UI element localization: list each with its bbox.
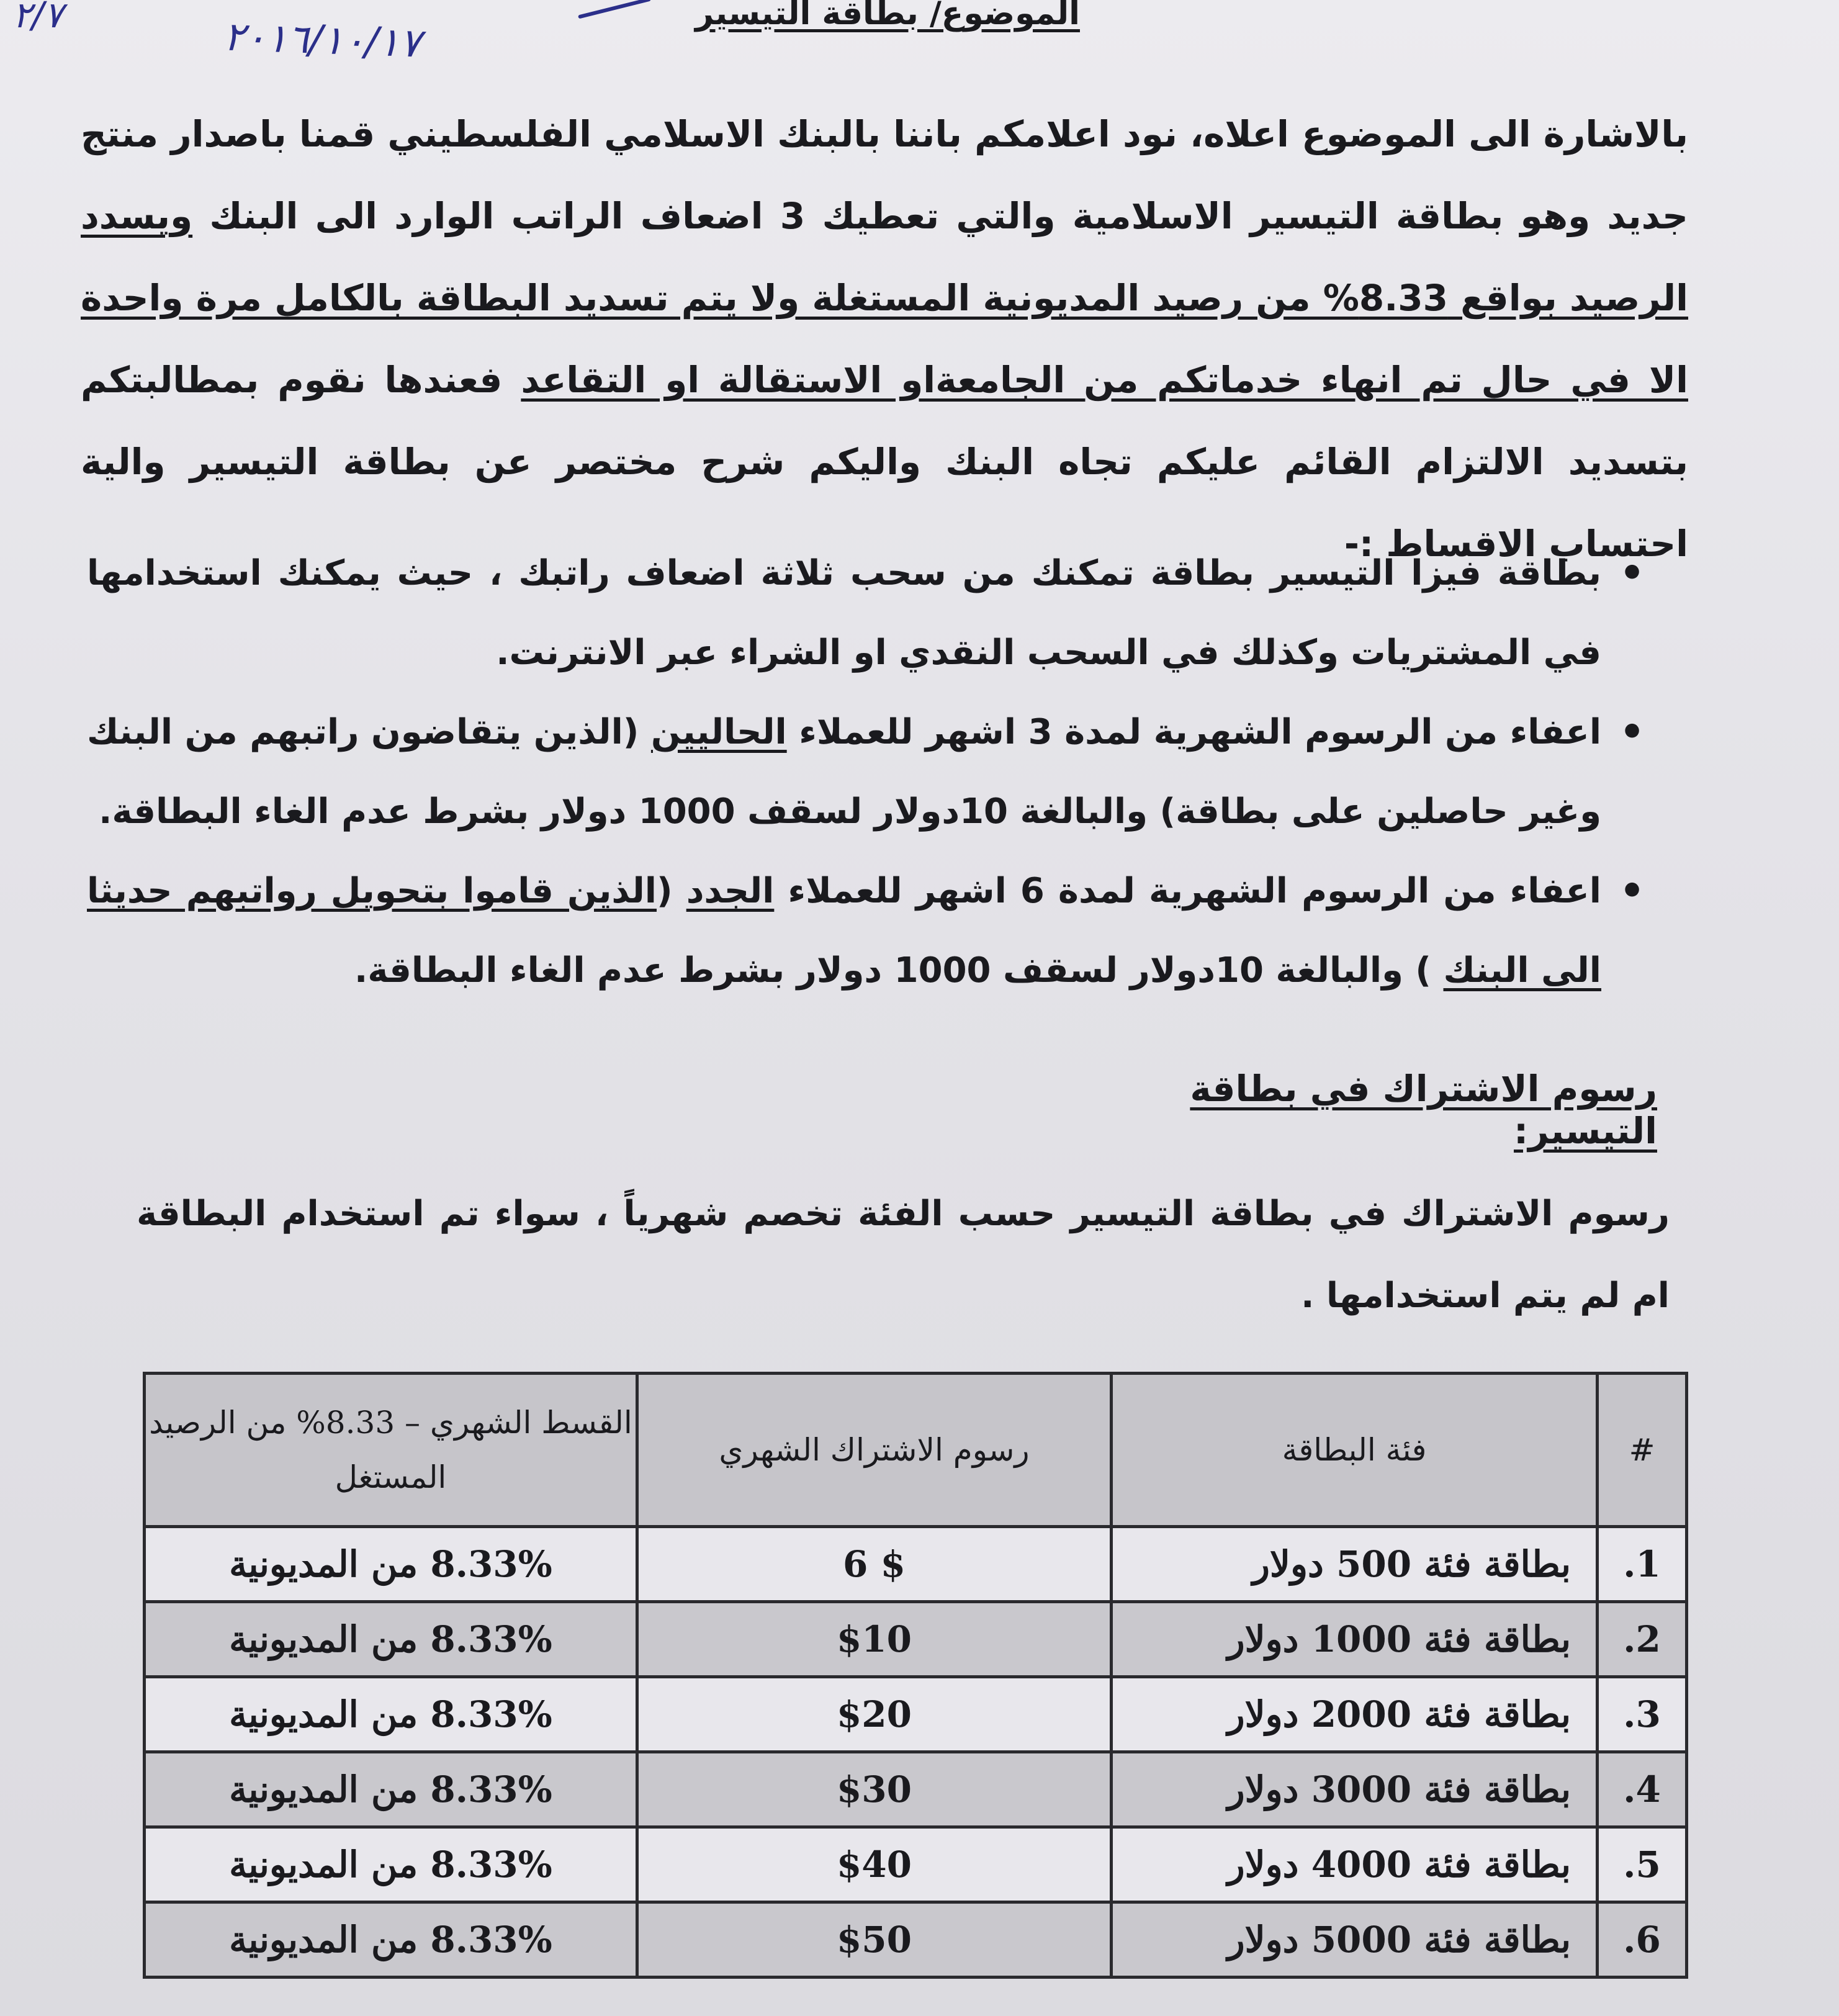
table-row (145, 1527, 1687, 1602)
row-fee: $20 (637, 1677, 1111, 1752)
table-row (145, 1902, 1687, 1978)
row-num: 5. (1598, 1827, 1687, 1902)
bullet-text-1: بطاقة فيزا التيسير بطاقة تمكنك من سحب ثلاثة اضعاف راتبك ، حيث يمكنك استخدامها في المشتريات وكذلك في السحب النقدي او الشراء عبر الانترنت. (87, 553, 1601, 673)
row-category: بطاقة فئة 1000 دولار (1112, 1602, 1598, 1677)
header-installment: القسط الشهري – 8.33% من الرصيد المستغل (145, 1374, 637, 1527)
row-category: بطاقة فئة 4000 دولار (1112, 1827, 1598, 1902)
row-installment: 8.33% من المديونية (145, 1902, 637, 1978)
row-category: بطاقة فئة 5000 دولار (1112, 1902, 1598, 1978)
row-installment: 8.33% من المديونية (145, 1602, 637, 1677)
features-list (87, 534, 1639, 1010)
bullet-2-post: (الذين يتقاضون راتبهم من البنك وغير حاصلين على بطاقة) والبالغة 10دولار لسقف 1000 دولار بشرط عدم الغاء البطاقة. (87, 712, 1601, 832)
bullet-2-pre: اعفاء من الرسوم الشهرية لمدة 3 اشهر للعملاء (786, 712, 1602, 752)
table-row (145, 1602, 1687, 1677)
bullet-3-underlined-2: الذين قاموا بتحويل رواتبهم حديثا الى البنك (87, 871, 1601, 991)
row-installment: 8.33% من المديونية (145, 1677, 637, 1752)
bullet-3-post: ) والبالغة 10دولار لسقف 1000 دولار بشرط عدم الغاء البطاقة. (354, 950, 1444, 991)
fees-table (143, 1372, 1688, 1979)
row-num: 6. (1598, 1902, 1687, 1978)
list-item (87, 534, 1601, 693)
fees-heading: رسوم الاشتراك في بطاقة التيسير: (1190, 1068, 1657, 1152)
bullet-3-underlined-1: الجدد (686, 871, 775, 911)
table-row (145, 1827, 1687, 1902)
fees-paragraph: رسوم الاشتراك في بطاقة التيسير حسب الفئة تخصم شهرياً ، سواء تم استخدام البطاقة ام لم يتم استخدامها . (137, 1194, 1670, 1316)
table-row (145, 1677, 1687, 1752)
row-category: بطاقة فئة 500 دولار (1112, 1527, 1598, 1602)
list-item (87, 852, 1601, 1010)
row-num: 4. (1598, 1752, 1687, 1827)
table-row (145, 1752, 1687, 1827)
intro-text-2: فعندها نقوم بمطالبتكم بتسديد الالتزام القائم عليكم تجاه البنك واليكم شرح مختصر عن بطاقة التيسير والية احتساب الاقساط :- (81, 359, 1688, 565)
handwritten-date: ٢٠١٦/١٠/١٧ (222, 14, 422, 67)
row-num: 2. (1598, 1602, 1687, 1677)
intro-underlined-text: ويسدد الرصيد بواقع 8.33% من رصيد المديونية المستغلة ولا يتم تسديد البطاقة بالكامل مرة واحدة الا في حال تم انهاء خدماتكم من الجامعةاو الاستقالة او التقاعد (81, 195, 1689, 401)
handwritten-reference: ٢/٧ (12, 0, 63, 36)
row-num: 3. (1598, 1677, 1687, 1752)
header-category: فئة البطاقة (1112, 1374, 1598, 1527)
row-num: 1. (1598, 1527, 1687, 1602)
row-fee: $50 (637, 1902, 1111, 1978)
row-installment: 8.33% من المديونية (145, 1827, 637, 1902)
intro-paragraph (81, 93, 1688, 585)
bullet-3-pre: اعفاء من الرسوم الشهرية لمدة 6 اشهر للعملاء (774, 871, 1601, 911)
table-header-row (145, 1374, 1687, 1527)
subject-line: الموضوع/ بطاقة التيسير (695, 0, 1080, 32)
bullet-2-underlined: الحاليين (650, 712, 787, 752)
row-fee: $10 (637, 1602, 1111, 1677)
row-installment: 8.33% من المديونية (145, 1752, 637, 1827)
list-item (87, 693, 1601, 852)
bullet-3-mid: ( (657, 871, 686, 911)
row-installment: 8.33% من المديونية (145, 1527, 637, 1602)
row-fee: $ 6 (637, 1527, 1111, 1602)
header-num: # (1598, 1374, 1687, 1527)
intro-text-1: بالاشارة الى الموضوع اعلاه، نود اعلامكم باننا بالبنك الاسلامي الفلسطيني قمنا باصدار منتج جديد وهو بطاقة التيسير الاسلامية والتي تعطيك 3 اضعاف الراتب الوارد الى البنك (81, 113, 1688, 237)
handwritten-signature-stroke (578, 0, 651, 19)
row-fee: $30 (637, 1752, 1111, 1827)
row-category: بطاقة فئة 3000 دولار (1112, 1752, 1598, 1827)
row-category: بطاقة فئة 2000 دولار (1112, 1677, 1598, 1752)
row-fee: $40 (637, 1827, 1111, 1902)
header-monthly-fee: رسوم الاشتراك الشهري (637, 1374, 1111, 1527)
